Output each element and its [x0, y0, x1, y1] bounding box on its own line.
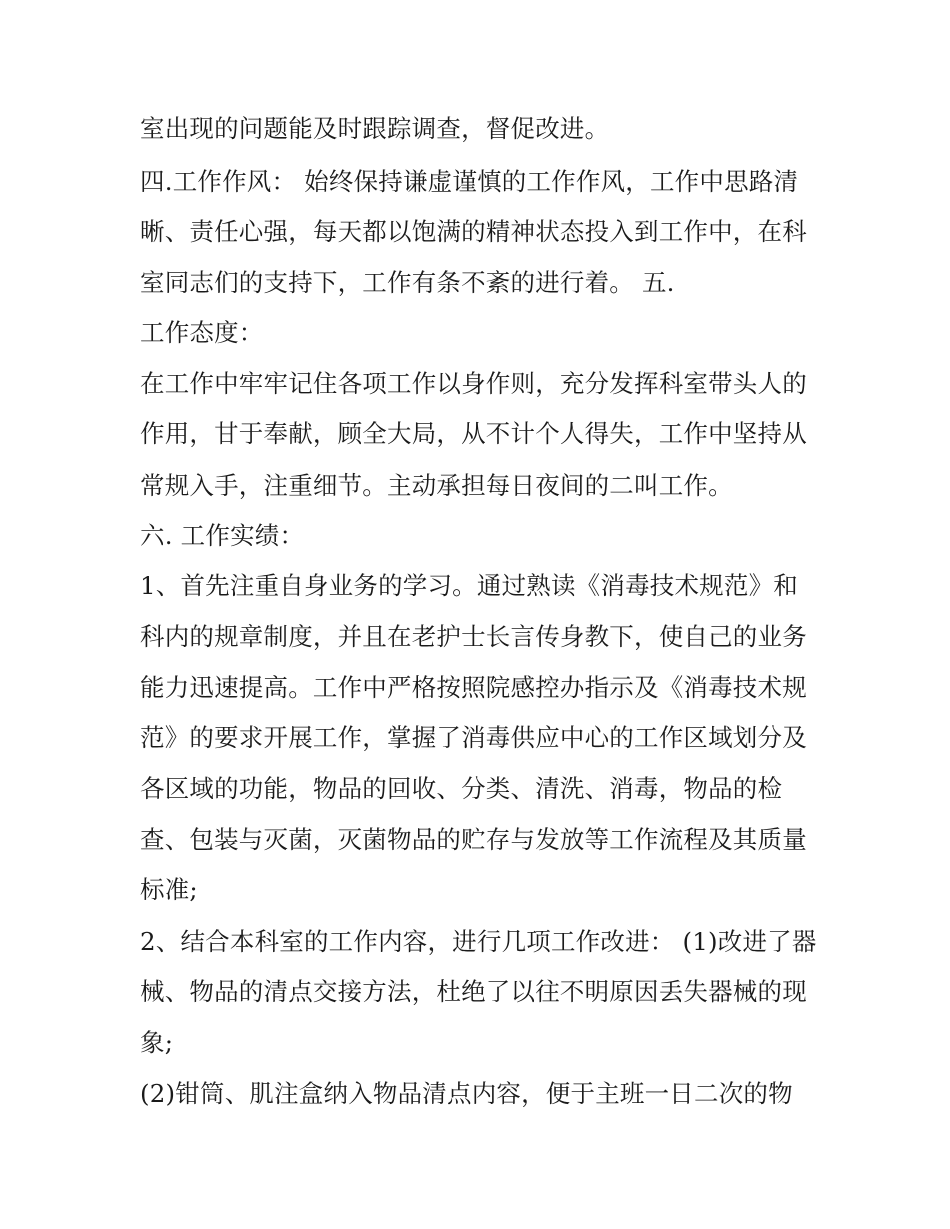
text-line: 室同志们的支持下，工作有条不紊的进行着。 五.	[140, 268, 675, 297]
text-line: 查、包装与灭菌，灭菌物品的贮存与发放等工作流程及其质量	[140, 825, 807, 854]
text-line: 常规入手，注重细节。主动承担每日夜间的二叫工作。	[140, 471, 733, 500]
text-line: (2)钳筒、肌注盒纳入物品清点内容，便于主班一日二次的物	[140, 1079, 793, 1108]
text-line: 各区域的功能，物品的回收、分类、清洗、消毒，物品的检	[140, 774, 783, 803]
text-line: 作用，甘于奉献，顾全大局，从不计个人得失，工作中坚持从	[140, 419, 807, 448]
text-line: 1、首先注重自身业务的学习。通过熟读《消毒技术规范》和	[140, 571, 798, 600]
text-line: 械、物品的清点交接方法，杜绝了以往不明原因丢失器械的现	[140, 977, 807, 1006]
section-heading: 工作态度：	[140, 318, 264, 347]
text-line: 科内的规章制度，并且在老护士长言传身教下，使自己的业务	[140, 622, 807, 651]
text-line: 2、结合本科室的工作内容，进行几项工作改进： (1)改进了器	[140, 927, 817, 956]
section-heading: 六. 工作实绩：	[140, 521, 305, 550]
text-line: 在工作中牢牢记住各项工作以身作则，充分发挥科室带头人的	[140, 369, 807, 398]
text-line: 四.工作作风： 始终保持谦虚谨慎的工作作风，工作中思路清	[140, 167, 799, 196]
text-line: 晰、责任心强，每天都以饱满的精神状态投入到工作中，在科	[140, 217, 807, 246]
text-line: 能力迅速提高。工作中严格按照院感控办指示及《消毒技术规	[140, 673, 807, 702]
text-line: 标准;	[140, 875, 198, 904]
text-line: 象;	[140, 1028, 174, 1057]
text-line: 范》的要求开展工作，掌握了消毒供应中心的工作区域划分及	[140, 723, 807, 752]
text-line: 室出现的问题能及时跟踪调查，督促改进。	[140, 114, 610, 143]
